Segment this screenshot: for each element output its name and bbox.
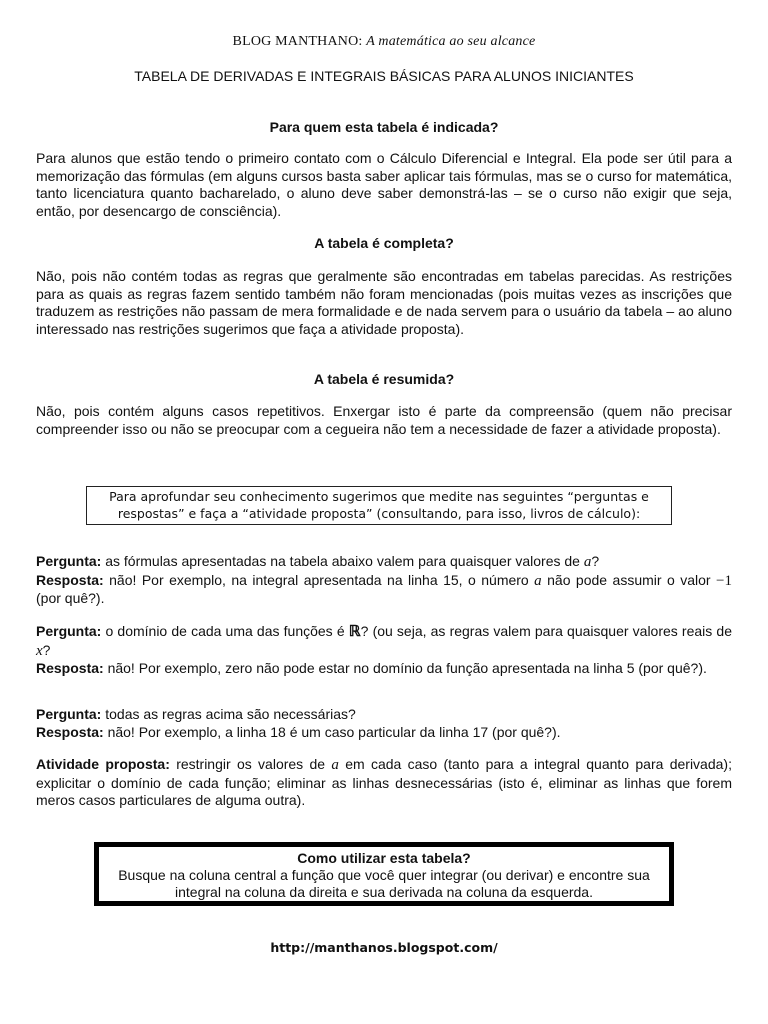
section-heading-complete: A tabela é completa? (314, 235, 454, 251)
answer-label: Resposta: (36, 723, 104, 740)
section-heading-summary: A tabela é resumida? (313, 371, 455, 387)
question-label: Pergunta: (36, 553, 102, 569)
books-link[interactable]: livros de cálculo (530, 506, 632, 521)
activity-text: restringir os valores de (176, 756, 326, 772)
variable-a: a (583, 554, 592, 570)
answer-label: Resposta: (36, 571, 104, 588)
activity-label: Atividade proposta: (36, 756, 170, 772)
qa-block-2 (36, 623, 732, 678)
variable-a: a (534, 572, 542, 589)
blog-name: BLOG MANTHANO: (232, 34, 363, 49)
answer-text-2: não pode assumir o valor (547, 571, 711, 588)
document-title: TABELA DE DERIVADAS E INTEGRAIS BÁSICAS PARA ALUNOS INICIANTES (134, 68, 634, 84)
howto-box (94, 842, 674, 906)
question-label: Pergunta: (36, 706, 102, 722)
variable-x: x (36, 642, 43, 659)
qa-block-3 (36, 706, 732, 741)
blog-tagline: A matemática ao seu alcance (366, 34, 536, 49)
answer-text: não! Por exemplo, na integral apresentada na linha 15, o número (109, 571, 529, 588)
question-text: todas as regras acima são necessárias? (105, 706, 356, 722)
howto-title: Como utilizar esta tabela? (297, 850, 471, 866)
answer-label: Resposta: (36, 660, 104, 676)
section-heading-audience: Para quem esta tabela é indicada? (269, 119, 499, 135)
answer-text: não! Por exemplo, zero não pode estar no domínio da função apresentada na linha 5 (por quê?). (107, 660, 707, 676)
variable-a: a (331, 757, 339, 773)
answer-text: não! Por exemplo, a linha 18 é um caso particular da linha 17 (por quê?). (107, 723, 561, 740)
hint-tail: ): (631, 506, 641, 521)
question-text-2: ? (ou seja, as regras valem para quaisquer valores reais de (360, 623, 732, 639)
qa-block-1 (36, 553, 732, 608)
blog-header (36, 34, 732, 50)
question-text: o domínio de cada uma das funções é (105, 623, 345, 639)
question-end: ? (591, 553, 600, 569)
hint-text: Para aprofundar seu conhecimento sugerimos que medite nas seguintes “perguntas e respostas” e faça a “atividade proposta” (consultando, para isso, (109, 489, 649, 521)
section-body-audience: Para alunos que estão tendo o primeiro contato com o Cálculo Diferencial e Integral. Ela pode ser útil para a memorização das fórmulas (em alguns cursos basta saber aplicar tais fórmulas, mas se o curso for matemática, tanto licenciatura quanto bacharelado, o aluno deve saber demonstrá-las – se o curso não exigir que seja, então, por desencargo de consciência). (36, 150, 732, 219)
activity-block (36, 756, 732, 810)
question-end: ? (42, 641, 51, 658)
section-body-summary: Não, pois contém alguns casos repetitivos. Enxergar isto é parte da compreensão (quem não precisar compreender isso ou não se preocupar com a cegueira não tem a necessidade de fazer a atividade proposta). (36, 403, 732, 437)
howto-body: Busque na coluna central a função que você quer integrar (ou derivar) e encontre sua integral na coluna da direita e sua derivada na coluna da esquerda. (118, 867, 650, 900)
footer-link[interactable]: http://manthanos.blogspot.com/ (270, 940, 498, 955)
activity-text-2: em cada caso (tanto para a integral quanto para derivada); explicitar o domínio de cada função; eliminar as linhas desnecessárias (isto é, eliminar as linhas que forem meros casos particulares de alguma outra). (36, 756, 732, 808)
hint-box (86, 486, 672, 525)
question-text: as fórmulas apresentadas na tabela abaixo valem para quaisquer valores de (105, 553, 580, 569)
answer-end: (por quê?). (36, 590, 105, 606)
value-minus-one: −1 (716, 572, 733, 589)
question-label: Pergunta: (36, 623, 102, 639)
reals-symbol: ℝ (348, 624, 361, 640)
section-body-complete: Não, pois não contém todas as regras que geralmente são encontradas em tabelas parecidas. As restrições para as quais as regras fazem sentido também não foram mencionadas (pois muitas vezes as inscrições que traduzem as restrições não passam de mera formalidade e de nada servem para o usuário da tabela – ao aluno interessado nas restrições sugerimos que faça a atividade proposta). (36, 268, 732, 337)
